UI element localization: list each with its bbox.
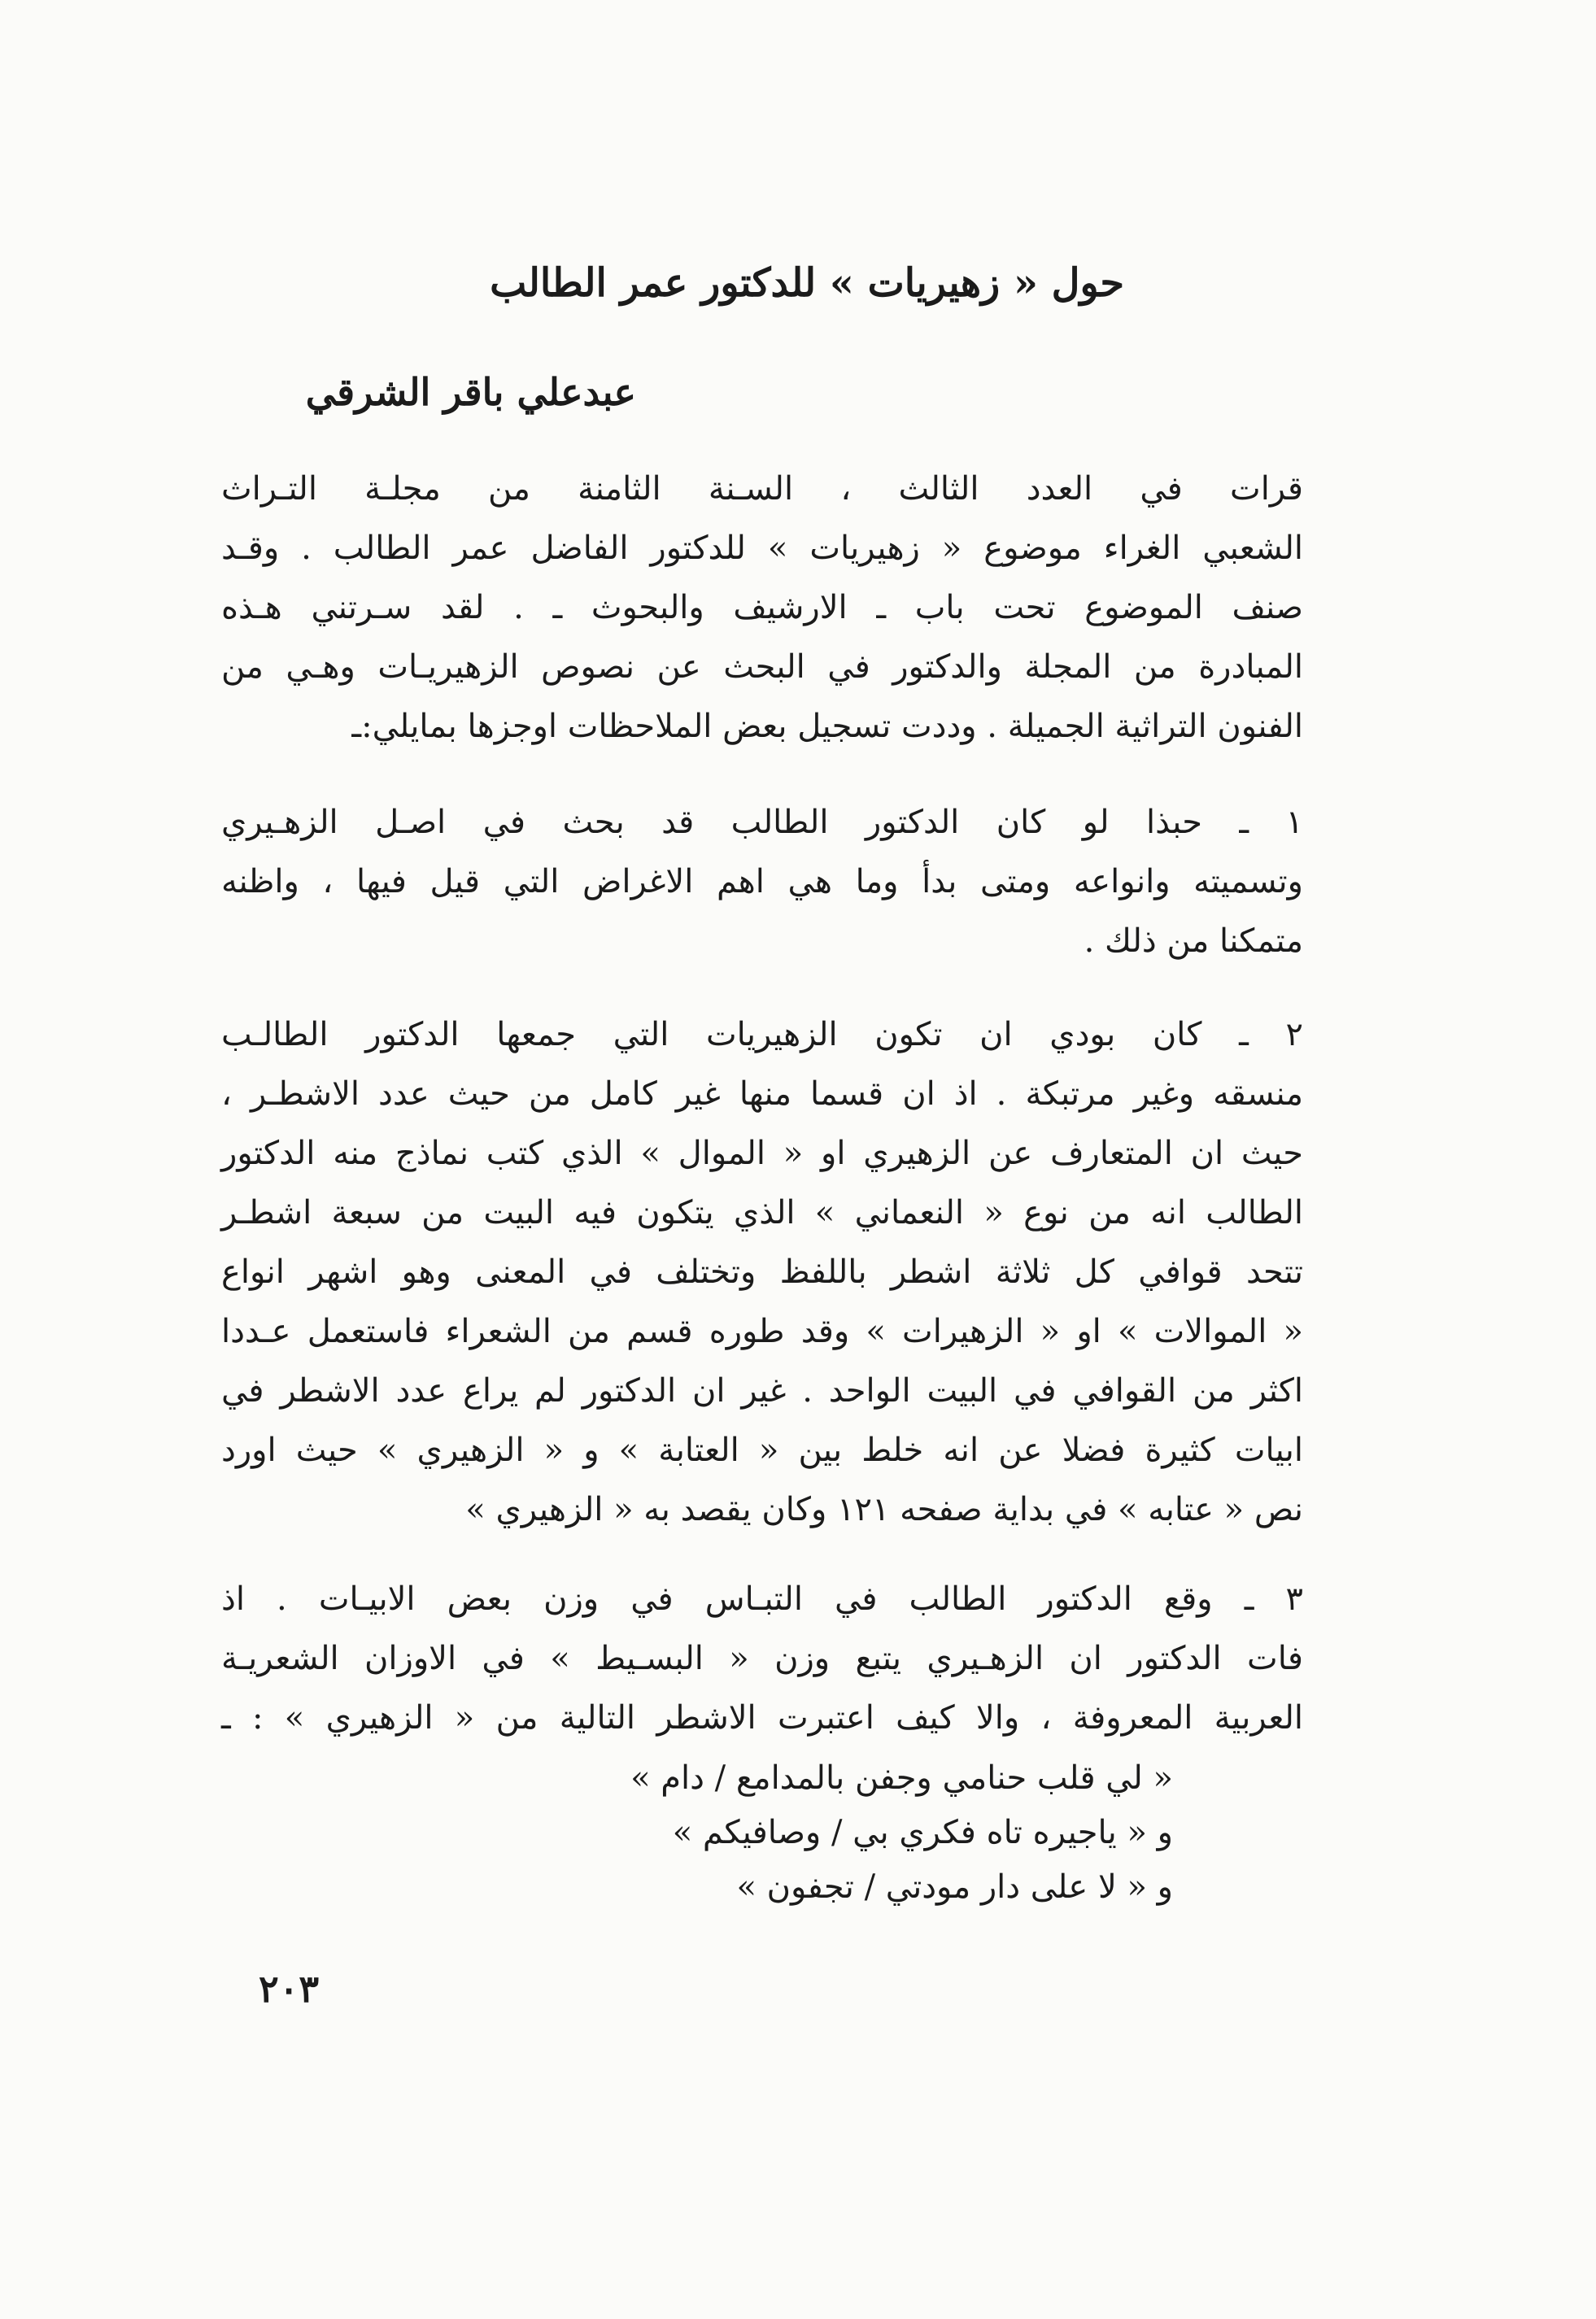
paragraph-intro xyxy=(221,460,1303,756)
text-line: حيث ان المتعارف عن الزهيري او « الموال » الذي كتب نماذج منه الدكتور xyxy=(221,1135,1303,1172)
verse-line: و « ياجيره تاه فكري بي / وصافيكم » xyxy=(672,1814,1173,1851)
paragraph-note-3 xyxy=(221,1570,1303,1748)
text-line: ٣ ـ وقع الدكتور الطالب في التبـاس في وزن بعض الابيـات . اذ xyxy=(221,1580,1303,1618)
author-name: عبدعلي باقر الشرقي xyxy=(305,370,636,414)
text-line: قرات في العدد الثالث ، السـنة الثامنة من مجلـة التـراث xyxy=(221,470,1303,508)
text-line: ٢ ـ كان بودي ان تكون الزهيريات التي جمعها الدكتور الطالـب xyxy=(221,1016,1303,1053)
page-number: ٢٠٣ xyxy=(259,1967,320,2011)
text-line: اكثر من القوافي في البيت الواحد . غير ان الدكتور لم يراع عدد الاشطر في xyxy=(221,1372,1303,1410)
text-line: نص « عتابه » في بداية صفحه ١٢١ وكان يقصد به « الزهيري » xyxy=(465,1491,1303,1528)
text-line: الشعبي الغراء موضوع « زهيريات » للدكتور الفاضل عمر الطالب . وقـد xyxy=(221,530,1303,567)
text-line: الطالب انه من نوع « النعماني » الذي يتكون فيه البيت من سبعة اشطـر xyxy=(221,1194,1303,1231)
text-line: وتسميته وانواعه ومتى بدأ وما هي اهم الاغراض التي قيل فيها ، واظنه xyxy=(221,863,1303,900)
text-line: صنف الموضوع تحت باب ـ الارشيف والبحوث ـ . لقد سـرتني هـذه xyxy=(221,589,1303,626)
text-line: فات الدكتور ان الزهـيري يتبع وزن « البسـيط » في الاوزان الشعريـة xyxy=(221,1640,1303,1677)
text-line: منسقه وغير مرتبكة . اذ ان قسما منها غير كامل من حيث عدد الاشطـر ، xyxy=(221,1075,1303,1113)
text-line: العربية المعروفة ، والا كيف اعتبرت الاشطر التالية من « الزهيري » : ـ xyxy=(221,1699,1303,1737)
text-line: « الموالات » او « الزهيرات » وقد طوره قسم من الشعراء فاستعمل عـددا xyxy=(221,1313,1303,1350)
article-title: حول « زهيريات » للدكتور عمر الطالب xyxy=(490,260,1124,306)
verse-line: و « لا على دار مودتي / تجفون » xyxy=(736,1868,1173,1906)
text-line: ١ ـ حبذا لو كان الدكتور الطالب قد بحث في اصـل الزهـيري xyxy=(221,804,1303,841)
paragraph-note-1 xyxy=(221,793,1303,971)
text-line: الفنون التراثية الجميلة . وددت تسجيل بعض الملاحظات اوجزها بمايلي:ـ xyxy=(351,708,1303,745)
text-line: المبادرة من المجلة والدكتور في البحث عن نصوص الزهيريـات وهـي من xyxy=(221,648,1303,686)
text-line: تتحد قوافي كل ثلاثة اشطر باللفظ وتختلف في المعنى وهو اشهر انواع xyxy=(221,1253,1303,1291)
text-line: ابيات كثيرة فضلا عن انه خلط بين « العتابة » و « الزهيري » حيث اورد xyxy=(221,1432,1303,1469)
paragraph-note-2 xyxy=(221,1005,1303,1540)
verse-block xyxy=(441,1751,1173,1915)
text-line: متمكنا من ذلك . xyxy=(1084,922,1303,960)
verse-line: « لي قلب حنامي وجفن بالمدامع / دام » xyxy=(630,1759,1173,1797)
